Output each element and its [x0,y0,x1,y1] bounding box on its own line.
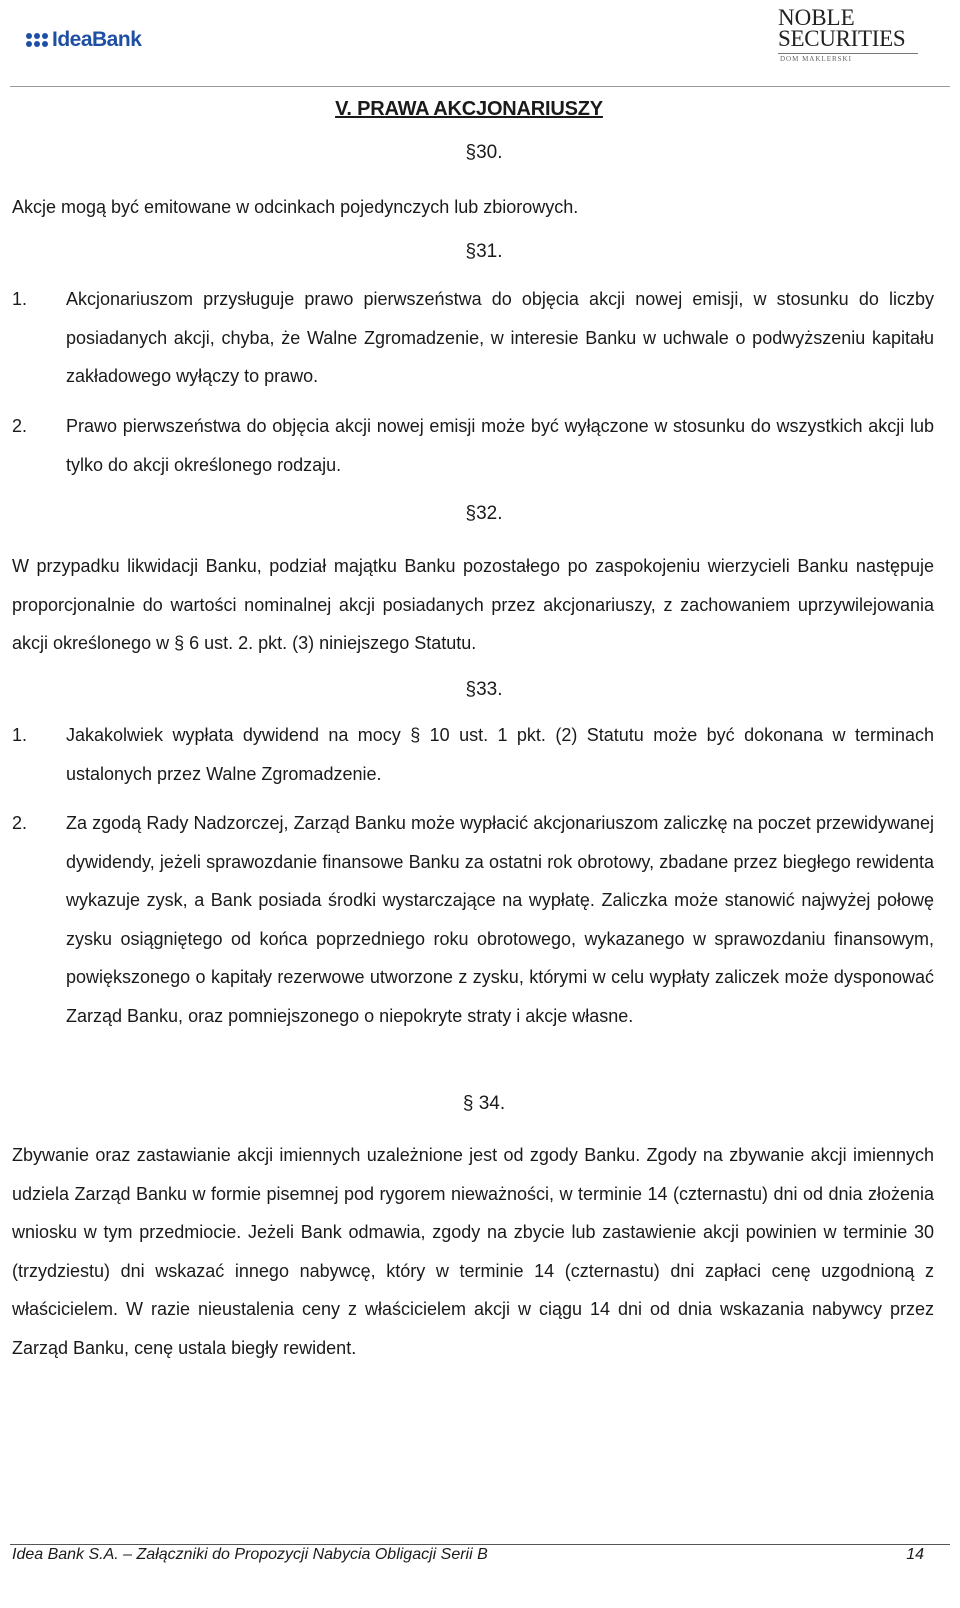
noble-logo-divider [778,53,918,54]
section-heading-33: §33. [465,679,503,700]
section-heading-30: §30. [465,142,503,163]
chapter-title: V. PRAWA AKCJONARIUSZY [335,98,603,120]
ideabank-logo-text: IdeaBank [52,28,142,51]
section-heading-31: §31. [465,241,503,262]
section-31-item-1 [12,280,934,396]
section-heading-34: § 34. [462,1093,506,1114]
section-34-text: Zbywanie oraz zastawianie akcji imiennych uzależnione jest od zgody Banku. Zgody na zbywanie akcji imiennych udziela Zarząd Banku w formie pisemnej pod rygorem nieważności, w terminie 14 (czternastu) dni od dnia złożenia wniosku w tym przedmiocie. Jeżeli Bank odmawia, zgody na zbycie lub zastawienie akcji powinien w terminie 30 (trzydziestu) dni wskazać innego nabywcę, który w terminie 14 (czternastu) dni zapłaci cenę uzgodnioną z właścicielem. W razie nieustalenia ceny z właścicielem akcji w ciągu 14 dni od dnia wskazania nabywcy przez Zarząd Banku, cenę ustala biegły rewident. [12,1145,934,1358]
footer-divider [10,1544,950,1545]
footer-document-title: Idea Bank S.A. – Załączniki do Propozycji Nabycia Obligacji Serii B [12,1546,488,1563]
item-number: 2. [12,813,28,833]
page-footer [12,1546,924,1564]
noble-logo-line1: NOBLE [778,5,855,30]
noble-securities-logo [778,5,938,63]
section-30-text: Akcje mogą być emitowane w odcinkach pojedynczych lub zbiorowych. [12,197,579,217]
section-heading-32: §32. [465,503,503,524]
section-33-item-2 [12,804,934,1035]
noble-logo-line2: SECURITIES [778,26,906,51]
section-32-text: W przypadku likwidacji Banku, podział majątku Banku pozostałego po zaspokojeniu wierzycieli Banku następuje proporcjonalnie do wartości nominalnej akcji posiadanych przez akcjonariuszy, z zachowaniem uprzywilejowania akcji określonego w § 6 ust. 2. pkt. (3) niniejszego Statutu. [12,556,934,653]
item-number: 1. [12,289,28,309]
header-divider [10,86,950,87]
noble-logo-line3: DOM MAKLERSKI [780,55,852,63]
page-header [0,0,960,88]
section-31-item-2 [12,407,934,484]
item-text: Za zgodą Rady Nadzorczej, Zarząd Banku może wypłacić akcjonariuszom zaliczkę na poczet przewidywanej dywidendy, jeżeli sprawozdanie finansowe Banku za ostatni rok obrotowy, zbadane przez biegłego rewidenta wykazuje zysk, a Bank posiada środki wystarczające na wypłatę. Zaliczka może stanowić najwyżej połowę zysku osiągniętego od końca poprzedniego roku obrotowego, wykazanego w sprawozdaniu finansowym, powiększonego o kapitały rezerwowe utworzone z zysku, którymi w celu wypłaty zaliczek może dysponować Zarząd Banku, oraz pomniejszonego o niepokryte straty i akcje własne. [66,813,934,1026]
item-text: Jakakolwiek wypłata dywidend na mocy § 10 ust. 1 pkt. (2) Statutu może być dokonana w terminach ustalonych przez Walne Zgromadzenie. [66,725,934,784]
item-number: 2. [12,416,28,436]
item-number: 1. [12,725,28,745]
ideabank-dots-icon [26,33,48,47]
section-33-item-1 [12,716,934,793]
ideabank-logo [26,28,141,52]
item-text: Prawo pierwszeństwa do objęcia akcji nowej emisji może być wyłączone w stosunku do wszystkich akcji lub tylko do akcji określonego rodzaju. [66,416,934,475]
item-text: Akcjonariuszom przysługuje prawo pierwszeństwa do objęcia akcji nowej emisji, w stosunku do liczby posiadanych akcji, chyba, że Walne Zgromadzenie, w interesie Banku w uchwale o podwyższeniu kapitału zakładowego wyłączy to prawo. [66,289,934,386]
footer-page-number: 14 [906,1546,924,1563]
